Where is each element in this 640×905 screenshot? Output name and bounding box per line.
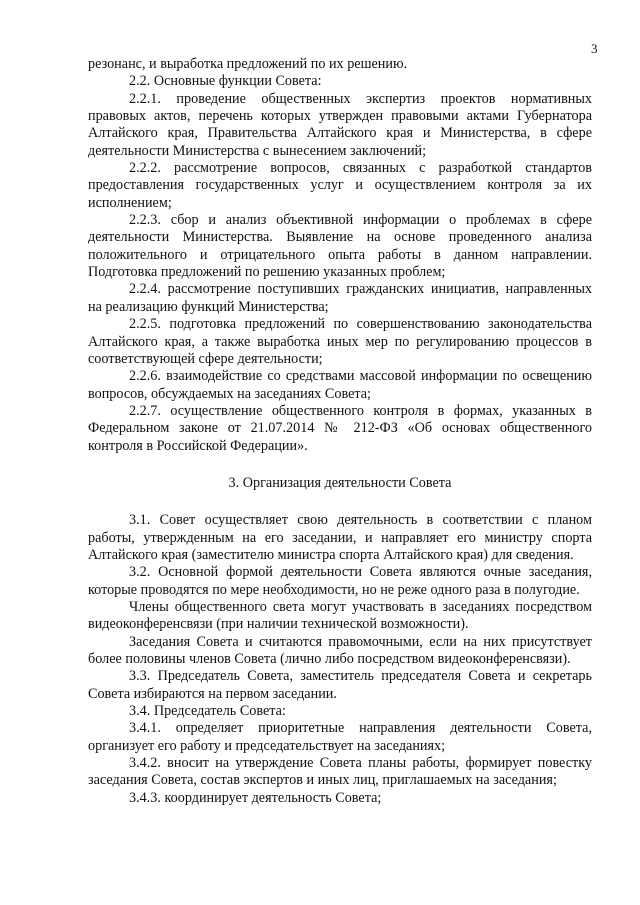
- paragraph-2-2-4: 2.2.4. рассмотрение поступивших гражданских инициатив, направленных на реализацию функций Министерства;: [88, 281, 592, 315]
- paragraph-3-3: 3.3. Председатель Совета, заместитель председателя Совета и секретарь Совета избираются на первом заседании.: [88, 668, 592, 702]
- document-body: [88, 56, 592, 807]
- paragraph-2-2-2: 2.2.2. рассмотрение вопросов, связанных с разработкой стандартов предоставления государственных услуг и осуществлением контроля за их исполнением;: [88, 160, 592, 211]
- section-heading: 3. Организация деятельности Совета: [228, 474, 452, 491]
- paragraph-3-4: 3.4. Председатель Совета:: [129, 703, 286, 720]
- paragraph-2-2-7: 2.2.7. осуществление общественного контроля в формах, указанных в Федеральном законе от 21.07.2014 № 212-ФЗ «Об основах общественного контроля в Российской Федерации».: [88, 402, 592, 454]
- paragraph-3-4-3: 3.4.3. координирует деятельность Совета;: [129, 789, 382, 806]
- paragraph-3-2: 3.2. Основной формой деятельности Совета являются очные заседания, которые проводятся по мере необходимости, но не реже одного раза в полугодие.: [88, 564, 592, 598]
- page-number: 3: [591, 41, 598, 56]
- paragraph-continuation: резонанс, и выработка предложений по их решению.: [88, 56, 408, 72]
- paragraph-2-2-3: 2.2.3. сбор и анализ объективной информации о проблемах в сфере деятельности Министерства. Выявление на основе проведенного анализа положительного и отрицательного опыта работы в данном направлении. Подготовка предложений по решению указанных проблем;: [88, 212, 592, 281]
- paragraph-3-1: 3.1. Совет осуществляет свою деятельность в соответствии с планом работы, утвержденным на его заседании, и направляет его министру спорта Алтайского края (заместителю министра спорта Алтайского края) для сведения.: [88, 512, 592, 563]
- paragraph-members-video: Члены общественного света могут участвовать в заседаниях посредством видеоконференсвязи (при наличии технической возможности).: [88, 598, 592, 633]
- paragraph-3-4-2: 3.4.2. вносит на утверждение Совета планы работы, формирует повестку заседания Совета, состав экспертов и иных лиц, приглашаемых на заседания;: [88, 755, 592, 789]
- paragraph-3-4-1: 3.4.1. определяет приоритетные направления деятельности Совета, организует его работу и председательствует на заседаниях;: [88, 720, 592, 754]
- paragraph-2-2-5: 2.2.5. подготовка предложений по совершенствованию законодательства Алтайского края, а также выработка иных мер по регулированию процессов в соответствующей сфере деятельности;: [88, 316, 592, 367]
- paragraph-quorum: Заседания Совета и считаются правомочными, если на них присутствует более половины членов Совета (лично либо посредством видеоконференсвязи).: [88, 633, 592, 667]
- paragraph-2-2-6: 2.2.6. взаимодействие со средствами массовой информации по освещению вопросов, обсуждаемых на заседаниях Совета;: [88, 368, 592, 402]
- paragraph-2-2-1: 2.2.1. проведение общественных экспертиз проектов нормативных правовых актов, перечень которых утвержден правовыми актами Губернатора Алтайского края, Правительства Алтайского края и Министерства, в сфере деятельности Министерства с вынесением заключений;: [88, 90, 592, 159]
- paragraph-2-2: 2.2. Основные функции Совета:: [129, 73, 322, 90]
